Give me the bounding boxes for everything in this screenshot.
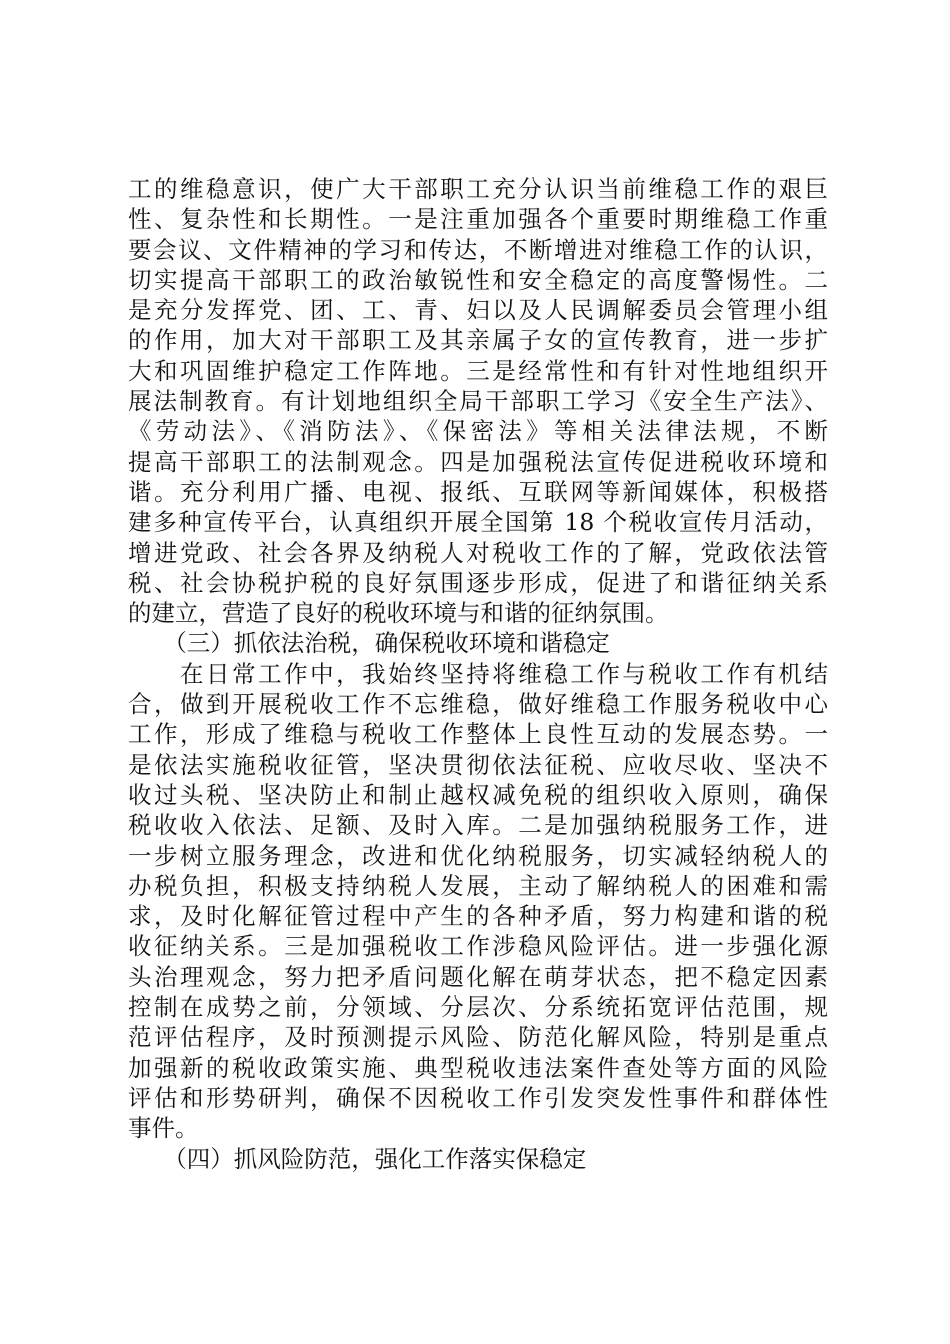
text-line: 控制在成势之前，分领域、分层次、分系统拓宽评估范围，规 [128,993,828,1022]
text-line: （三）抓依法治税，确保税收环境和谐稳定 [128,629,610,658]
text-line: 税收收入依法、足额、及时入库。二是加强纳税服务工作，进 [128,811,828,840]
text-line: 税、社会协税护税的良好氛围逐步形成，促进了和谐征纳关系 [128,568,828,597]
text-line: 收过头税、坚决防止和制止越权减免税的组织收入原则，确保 [128,780,828,809]
text-line: 头治理观念，努力把矛盾问题化解在萌芽状态，把不稳定因素 [128,962,828,991]
text-line: 求，及时化解征管过程中产生的各种矛盾，努力构建和谐的税 [128,902,828,931]
text-line: 谐。充分利用广播、电视、报纸、互联网等新闻媒体，积极搭 [128,477,828,506]
text-line: 性、复杂性和长期性。一是注重加强各个重要时期维稳工作重 [128,205,828,234]
text-line: 评估和形势研判，确保不因税收工作引发突发性事件和群体性 [128,1083,828,1112]
text-line: 的建立，营造了良好的税收环境与和谐的征纳氛围。 [128,599,669,628]
text-line: 收征纳关系。三是加强税收工作涉稳风险评估。进一步强化源 [128,932,828,961]
text-line: 范评估程序，及时预测提示风险、防范化解风险，特别是重点 [128,1023,828,1052]
text-line: 大和巩固维护稳定工作阵地。三是经常性和有针对性地组织开 [128,356,828,385]
text-line: 增进党政、社会各界及纳税人对税收工作的了解，党政依法管 [128,538,828,567]
text-line: 工的维稳意识，使广大干部职工充分认识当前维稳工作的艰巨 [128,175,828,203]
text-line: 工作，形成了维稳与税收工作整体上良性互动的发展态势。一 [128,720,828,749]
text-line: 一步树立服务理念，改进和优化纳税服务，切实减轻纳税人的 [128,841,828,870]
text-line: 事件。 [128,1114,199,1143]
text-line: 切实提高干部职工的政治敏锐性和安全稳定的高度警惕性。二 [128,265,828,294]
body-text [128,174,828,1174]
text-line: 要会议、文件精神的学习和传达，不断增进对维稳工作的认识， [128,235,828,264]
text-line: 提高干部职工的法制观念。四是加强税法宣传促进税收环境和 [128,447,828,476]
text-line: 加强新的税收政策实施、典型税收违法案件查处等方面的风险 [128,1053,828,1082]
text-line: 合，做到开展税收工作不忘维稳，做好维稳工作服务税收中心 [128,690,828,719]
text-line: 建多种宣传平台，认真组织开展全国第 18 个税收宣传月活动， [128,508,828,537]
text-line: 在日常工作中，我始终坚持将维稳工作与税收工作有机结 [128,659,828,688]
text-line: 的作用，加大对干部职工及其亲属子女的宣传教育，进一步扩 [128,326,828,355]
text-line: 《劳动法》、《消防法》、《保密法》等相关法律法规，不断 [128,417,828,446]
text-line: 是依法实施税收征管，坚决贯彻依法征税、应收尽收、坚决不 [128,750,828,779]
text-line: 是充分发挥党、团、工、青、妇以及人民调解委员会管理小组 [128,296,828,325]
text-line: 展法制教育。有计划地组织全局干部职工学习《安全生产法》、 [128,387,828,416]
text-line: （四）抓风险防范，强化工作落实保稳定 [128,1144,587,1173]
text-line: 办税负担，积极支持纳税人发展，主动了解纳税人的困难和需 [128,871,828,900]
